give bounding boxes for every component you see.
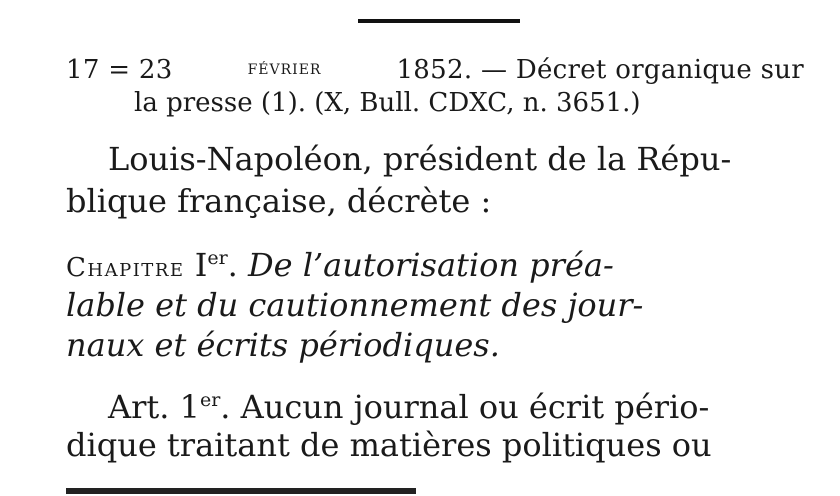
- chapter-label: Chapitre: [66, 253, 185, 283]
- chapter-title-line-3: naux et écrits périodiques.: [66, 326, 500, 364]
- top-separator-rule: [358, 19, 520, 23]
- chapter-heading-line-1: Chapitre Ier. De l’autorisation préa-: [66, 246, 614, 284]
- preamble-line-2: blique française, décrète :: [66, 182, 492, 220]
- article-line-1: [108, 388, 806, 426]
- chapter-number-sup: er: [207, 247, 228, 269]
- chapter-number: [195, 246, 228, 284]
- decree-heading-line-2: la presse (1). (X, Bull. CDXC, n. 3651.): [134, 88, 641, 118]
- chapter-title-line-2: lable et du cautionnement des jour-: [66, 286, 644, 324]
- chapter-number-roman: I: [194, 246, 208, 284]
- decree-title: 1852. — Décret organique sur: [396, 55, 804, 85]
- decree-month: février: [247, 55, 322, 79]
- preamble-line-1: [108, 140, 806, 178]
- decree-heading-line-1: [66, 55, 804, 85]
- article-text-1: . Aucun journal ou écrit pério-: [220, 388, 710, 426]
- article-label-sup: er: [199, 389, 221, 411]
- decree-date-prefix: 17 = 23: [66, 55, 173, 85]
- preamble-text-1: Louis-Napoléon, président de la Répu-: [108, 140, 732, 178]
- chapter-title-1: De l’autorisation préa-: [248, 246, 614, 284]
- article-label: Art. 1: [108, 388, 200, 426]
- bottom-separator-rule: [66, 488, 416, 494]
- article-line-2: dique traitant de matières politiques ou: [66, 426, 712, 464]
